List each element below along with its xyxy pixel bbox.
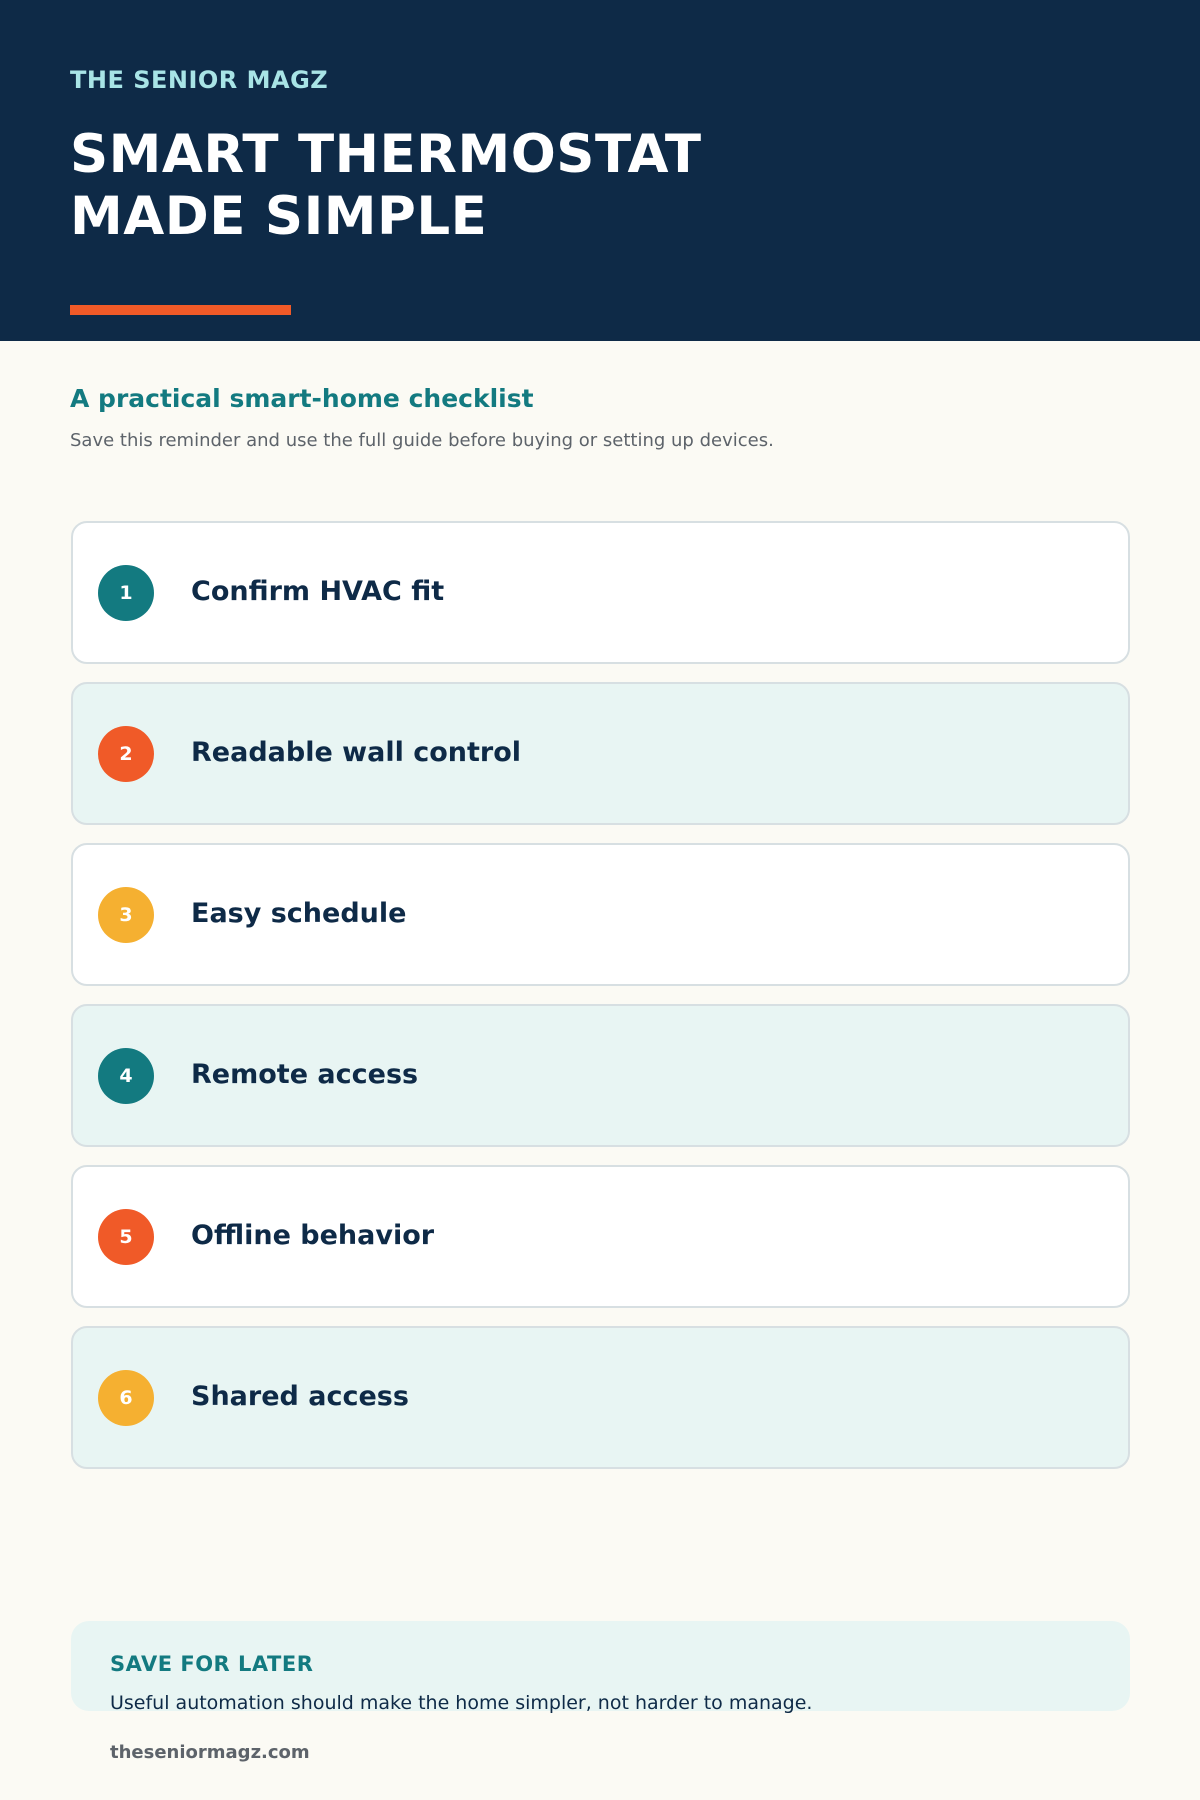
checklist-item-label: Readable wall control: [191, 737, 522, 768]
page-title-line: MADE SIMPLE: [70, 186, 488, 247]
step-number-badge: 5: [98, 1209, 154, 1265]
brand-name: THE SENIOR MAGZ: [70, 66, 329, 94]
save-for-later-title: SAVE FOR LATER: [110, 1652, 314, 1676]
section-subtitle: A practical smart-home checklist: [70, 384, 534, 413]
step-number-badge: 6: [98, 1370, 154, 1426]
checklist-item-label: Confirm HVAC fit: [191, 576, 445, 607]
checklist-item-label: Remote access: [191, 1059, 419, 1090]
checklist-item: [71, 521, 1130, 664]
checklist-item: [71, 682, 1130, 825]
website-url: theseniormagz.com: [110, 1742, 310, 1763]
step-number-badge: 4: [98, 1048, 154, 1104]
checklist-item-label: Easy schedule: [191, 898, 407, 929]
page-title-line: SMART THERMOSTAT: [70, 124, 702, 185]
step-number-badge: 1: [98, 565, 154, 621]
step-number-badge: 3: [98, 887, 154, 943]
checklist-item-label: Shared access: [191, 1381, 409, 1412]
intro-text: Save this reminder and use the full guide before buying or setting up devices.: [70, 430, 774, 451]
step-number-badge: 2: [98, 726, 154, 782]
save-for-later-text: Useful automation should make the home simpler, not harder to manage.: [110, 1692, 813, 1714]
header-banner: [0, 0, 1200, 341]
page-title: [70, 124, 970, 248]
checklist-item: [71, 1165, 1130, 1308]
checklist-item-label: Offline behavior: [191, 1220, 435, 1251]
checklist-item: [71, 843, 1130, 986]
accent-divider: [70, 305, 291, 315]
checklist-item: [71, 1004, 1130, 1147]
checklist-item: [71, 1326, 1130, 1469]
